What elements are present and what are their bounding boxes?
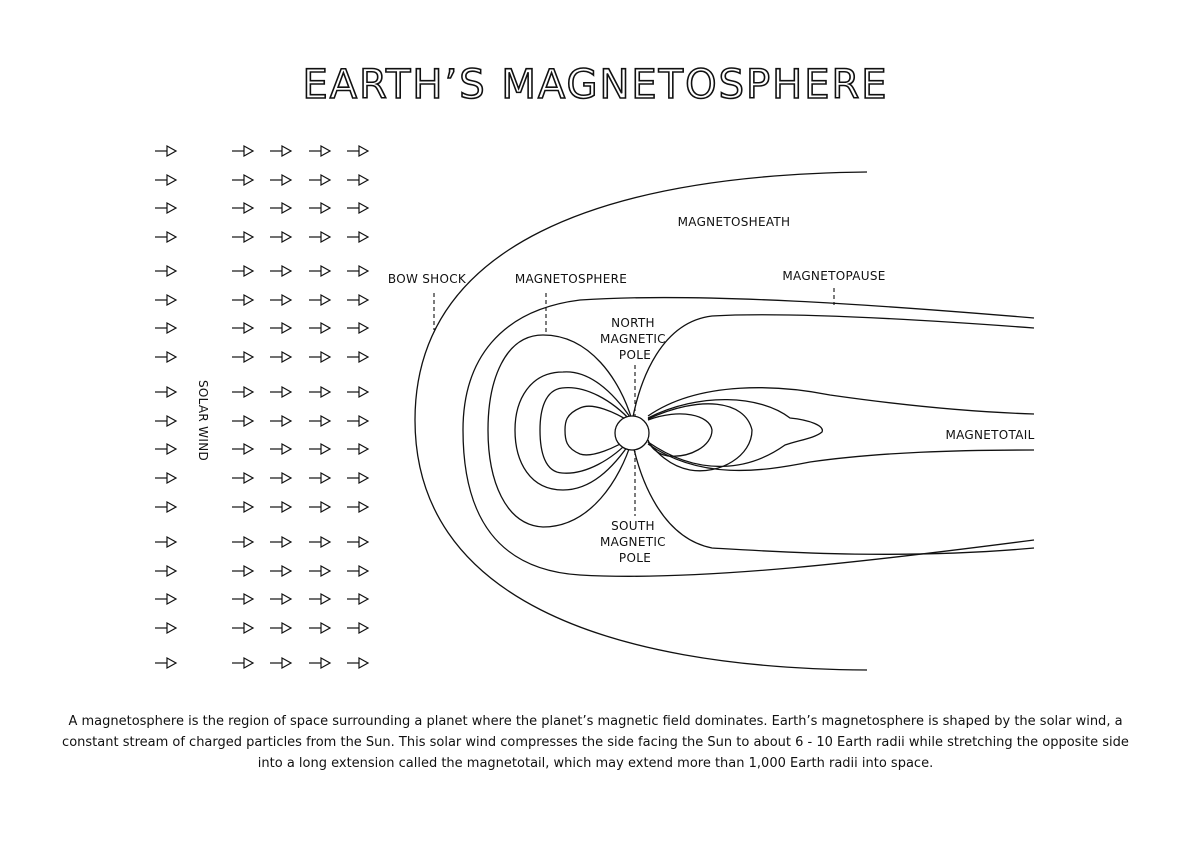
solar-wind-arrow-icon xyxy=(155,502,176,512)
solar-wind-arrow-icon xyxy=(155,232,176,242)
solar-wind-arrow-icon xyxy=(309,295,330,305)
north-pole-label: NORTH MAGNETIC POLE xyxy=(600,316,666,362)
solar-wind-arrow-icon xyxy=(232,623,253,633)
solar-wind-arrow-icon xyxy=(270,502,291,512)
solar-wind-arrow-icon xyxy=(270,323,291,333)
magnetopause-inner-upper-line xyxy=(632,315,1034,422)
solar-wind-arrow-icon xyxy=(347,232,368,242)
solar-wind-arrow-icon xyxy=(270,387,291,397)
solar-wind-arrow-icon xyxy=(232,566,253,576)
solar-wind-arrow-icon xyxy=(232,232,253,242)
solar-wind-arrow-icon xyxy=(309,623,330,633)
solar-wind-arrow-icon xyxy=(270,352,291,362)
solar-wind-arrow-icon xyxy=(270,146,291,156)
solar-wind-arrow-icon xyxy=(309,352,330,362)
solar-wind-arrow-icon xyxy=(347,594,368,604)
solar-wind-arrow-icon xyxy=(155,295,176,305)
solar-wind-arrow-icon xyxy=(155,594,176,604)
solar-wind-arrow-icon xyxy=(232,537,253,547)
solar-wind-arrow-icon xyxy=(309,175,330,185)
solar-wind-arrow-icon xyxy=(309,203,330,213)
solar-wind-arrow-icon xyxy=(155,416,176,426)
field-lines xyxy=(415,172,1034,670)
solar-wind-arrow-icon xyxy=(309,658,330,668)
solar-wind-arrow-icon xyxy=(270,295,291,305)
magnetosheath-label: MAGNETOSHEATH xyxy=(677,215,791,229)
solar-wind-arrow-icon xyxy=(347,295,368,305)
south-pole-label: SOUTH MAGNETIC POLE xyxy=(600,519,666,565)
solar-wind-arrow-icon xyxy=(309,146,330,156)
solar-wind-arrow-icon xyxy=(155,658,176,668)
solar-wind-arrow-icon xyxy=(347,175,368,185)
solar-wind-arrow-icon xyxy=(309,473,330,483)
solar-wind-arrow-icon xyxy=(347,658,368,668)
solar-wind-arrow-icon xyxy=(347,502,368,512)
solar-wind-arrow-icon xyxy=(155,203,176,213)
solar-wind-arrow-icon xyxy=(347,266,368,276)
solar-wind-arrow-icon xyxy=(232,175,253,185)
solar-wind-arrow-icon xyxy=(155,387,176,397)
earth-circle xyxy=(615,416,649,450)
solar-wind-arrow-icon xyxy=(309,594,330,604)
solar-wind-arrow-icon xyxy=(155,175,176,185)
solar-wind-arrow-icon xyxy=(309,416,330,426)
solar-wind-arrow-icon xyxy=(347,146,368,156)
solar-wind-arrow-icon xyxy=(347,537,368,547)
solar-wind-arrow-icon xyxy=(309,387,330,397)
magnetotail-label: MAGNETOTAIL xyxy=(945,428,1035,442)
solar-wind-arrow-icon xyxy=(270,232,291,242)
solar-wind-arrow-icon xyxy=(270,473,291,483)
solar-wind-arrow-icon xyxy=(155,623,176,633)
solar-wind-arrow-icon xyxy=(232,323,253,333)
solar-wind-arrow-icon xyxy=(155,323,176,333)
solar-wind-arrow-icon xyxy=(347,352,368,362)
solar-wind-arrow-icon xyxy=(270,537,291,547)
solar-wind-arrow-icon xyxy=(270,594,291,604)
solar-wind-arrow-icon xyxy=(347,416,368,426)
solar-wind-arrow-icon xyxy=(270,566,291,576)
solar-wind-arrow-icon xyxy=(155,266,176,276)
solar-wind-arrow-icon xyxy=(347,623,368,633)
solar-wind-arrow-icon xyxy=(309,566,330,576)
solar-wind-arrow-icon xyxy=(309,444,330,454)
solar-wind-arrow-icon xyxy=(155,146,176,156)
solar-wind-arrow-icon xyxy=(232,416,253,426)
solar-wind-arrow-icon xyxy=(232,658,253,668)
solar-wind-arrow-icon xyxy=(270,623,291,633)
solar-wind-arrow-icon xyxy=(270,203,291,213)
solar-wind-arrow-icon xyxy=(347,323,368,333)
solar-wind-arrow-icon xyxy=(270,658,291,668)
solar-wind-arrow-icon xyxy=(155,473,176,483)
solar-wind-arrow-icon xyxy=(270,444,291,454)
field-line-6 xyxy=(648,404,752,471)
solar-wind-arrow-icon xyxy=(232,444,253,454)
field-line-8 xyxy=(648,388,1034,416)
solar-wind-arrow-icon xyxy=(309,266,330,276)
solar-wind-arrow-icon xyxy=(155,444,176,454)
page-title: EARTH’S MAGNETOSPHERE xyxy=(302,62,889,108)
solar-wind-label: SOLAR WIND xyxy=(196,380,210,462)
solar-wind-arrow-icon xyxy=(232,266,253,276)
solar-wind-arrow-icon xyxy=(232,502,253,512)
solar-wind-arrow-icon xyxy=(270,416,291,426)
bow-shock-label: BOW SHOCK xyxy=(387,272,467,286)
solar-wind-arrow-icon xyxy=(347,203,368,213)
solar-wind-arrow-icon xyxy=(232,387,253,397)
field-line-1 xyxy=(488,335,632,527)
solar-wind-arrows xyxy=(155,146,368,668)
solar-wind-arrow-icon xyxy=(155,566,176,576)
solar-wind-arrow-icon xyxy=(309,502,330,512)
description-caption: A magnetosphere is the region of space surrounding a planet where the planet’s magnetic field dominates. Earth’s magnetosphere is shaped by the solar wind, a constant stream of charged particles from the Sun. This solar wind compresses the side facing the Sun to about 6 - 10 Earth radii while stretching the opposite side into a long extension called the magnetotail, which may extend more than 1,000 Earth radii into space. xyxy=(62,714,1129,771)
solar-wind-arrow-icon xyxy=(270,266,291,276)
solar-wind-arrow-icon xyxy=(232,146,253,156)
magnetopause-label: MAGNETOPAUSE xyxy=(782,269,886,283)
magnetopause-inner-lower-line xyxy=(632,440,1034,554)
solar-wind-arrow-icon xyxy=(155,352,176,362)
solar-wind-arrow-icon xyxy=(347,444,368,454)
solar-wind-arrow-icon xyxy=(232,352,253,362)
field-line-9 xyxy=(648,444,1034,470)
solar-wind-arrow-icon xyxy=(347,387,368,397)
solar-wind-arrow-icon xyxy=(347,566,368,576)
solar-wind-arrow-icon xyxy=(270,175,291,185)
solar-wind-arrow-icon xyxy=(232,594,253,604)
solar-wind-arrow-icon xyxy=(155,537,176,547)
solar-wind-arrow-icon xyxy=(232,203,253,213)
solar-wind-arrow-icon xyxy=(309,232,330,242)
solar-wind-arrow-icon xyxy=(309,537,330,547)
solar-wind-arrow-icon xyxy=(309,323,330,333)
solar-wind-arrow-icon xyxy=(347,473,368,483)
solar-wind-arrow-icon xyxy=(232,473,253,483)
magnetosphere-label: MAGNETOSPHERE xyxy=(514,272,628,286)
solar-wind-arrow-icon xyxy=(232,295,253,305)
